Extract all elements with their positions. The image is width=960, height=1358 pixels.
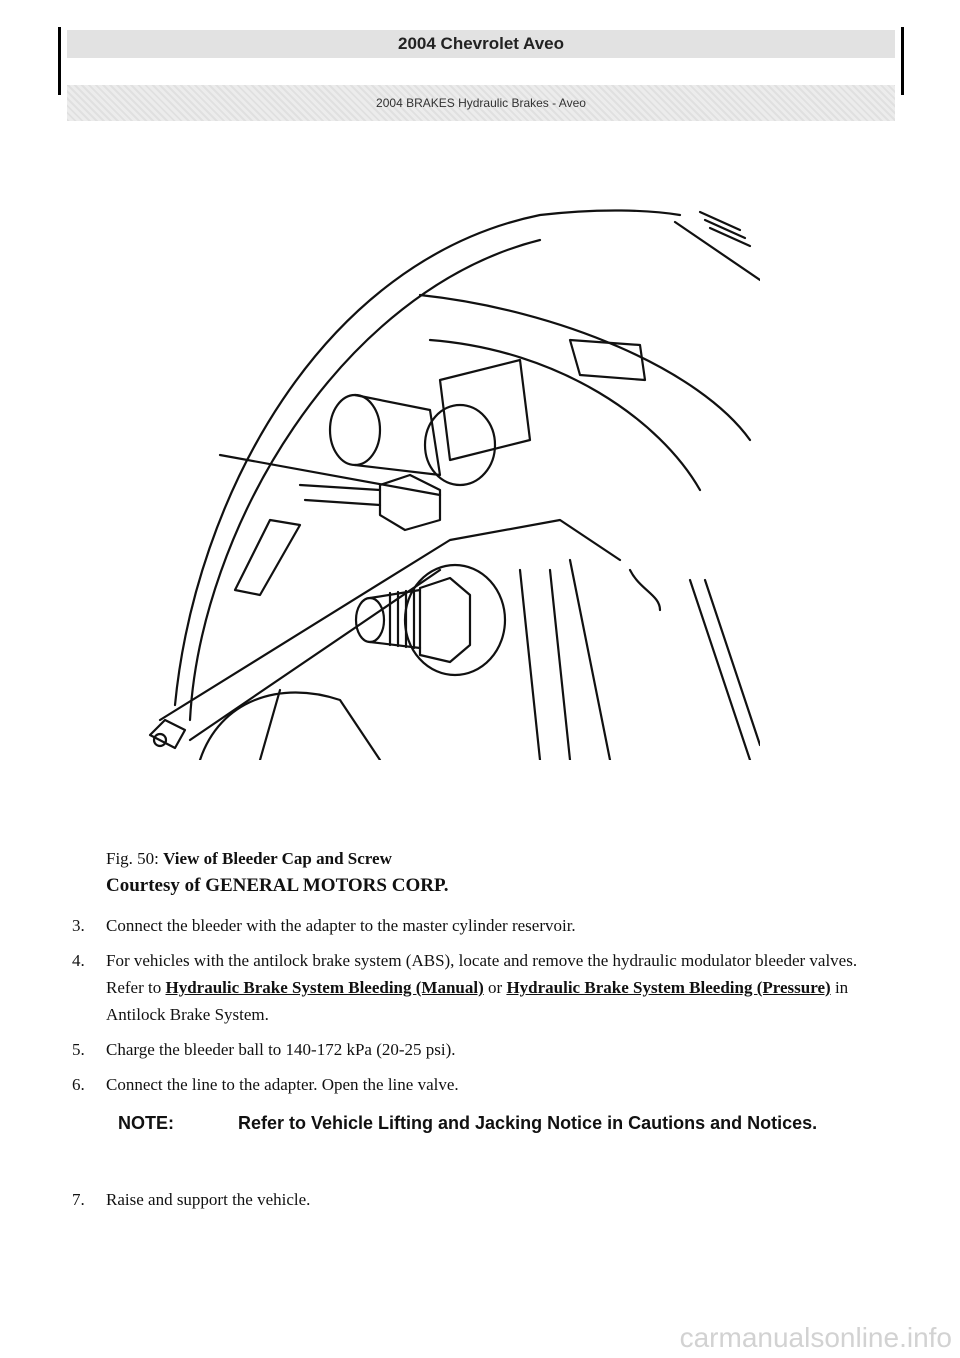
step-text: Raise and support the vehicle. xyxy=(106,1190,311,1209)
note-text: Refer to Vehicle Lifting and Jacking Notice in Cautions and Notices. xyxy=(238,1113,818,1133)
figure-caption xyxy=(106,845,449,899)
step-3 xyxy=(70,912,890,939)
document-subtitle: 2004 BRAKES Hydraulic Brakes - Aveo xyxy=(67,85,895,121)
credit-company: GENERAL MOTORS CORP. xyxy=(205,875,449,896)
step-number: 4. xyxy=(72,951,85,970)
step-text: in Antilock Brake System. xyxy=(106,978,849,1024)
figure-number: Fig. 50: xyxy=(106,849,164,868)
step-number: 7. xyxy=(72,1190,85,1209)
step-text: or xyxy=(483,978,507,997)
link-pressure-bleeding[interactable]: Hydraulic Brake System Bleeding (Pressure) xyxy=(506,978,831,997)
link-manual-bleeding[interactable]: Hydraulic Brake System Bleeding (Manual) xyxy=(165,978,484,997)
bleeder-cap-illustration xyxy=(140,200,760,760)
step-text: Connect the line to the adapter. Open the line valve. xyxy=(106,1075,459,1094)
figure-title-line xyxy=(106,845,449,872)
figure-title: View of Bleeder Cap and Screw xyxy=(163,849,392,868)
step-text: Connect the bleeder with the adapter to the master cylinder reservoir. xyxy=(106,916,576,935)
step-number: 6. xyxy=(72,1075,85,1094)
note-box xyxy=(118,1110,888,1136)
step-number: 5. xyxy=(72,1040,85,1059)
step-number: 3. xyxy=(72,916,85,935)
figure-credit xyxy=(106,872,449,899)
step-6 xyxy=(70,1071,890,1098)
watermark: carmanualsonline.info xyxy=(679,1322,952,1353)
step-4 xyxy=(70,947,890,1028)
step-text: For vehicles with the antilock brake system (ABS), locate and remove the hydraulic modulator bleeder valves. Refer to xyxy=(106,951,858,997)
note-label: NOTE: xyxy=(118,1113,174,1133)
page-header xyxy=(58,27,904,110)
step-text: Charge the bleeder ball to 140-172 kPa (20-25 psi). xyxy=(106,1040,456,1059)
document-title: 2004 Chevrolet Aveo xyxy=(67,30,895,58)
step-5 xyxy=(70,1036,890,1063)
step-7 xyxy=(70,1186,310,1213)
procedure-steps xyxy=(70,912,890,1106)
credit-prefix: Courtesy of xyxy=(106,875,206,896)
